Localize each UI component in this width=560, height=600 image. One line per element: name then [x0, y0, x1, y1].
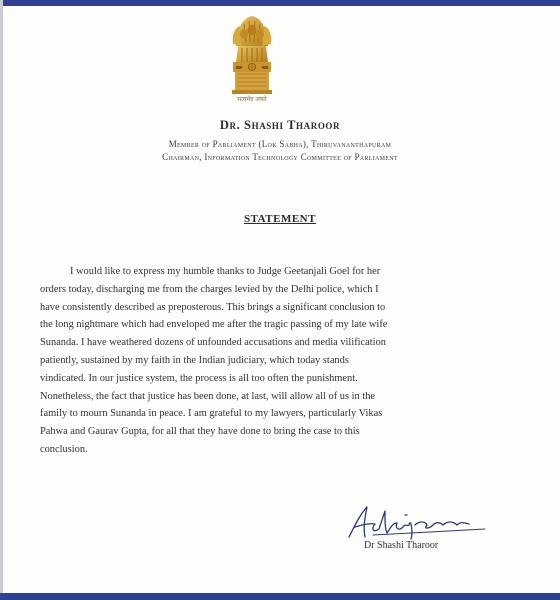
letterhead-name: Dr. Shashi Tharoor	[219, 118, 341, 132]
statement-line: family to mourn Sunanda in peace. I am grateful to my lawyers, particularly Vikas	[40, 408, 383, 420]
statement-line: Pahwa and Gaurav Gupta, for all that they have done to bring the case to this	[40, 426, 360, 438]
letterhead-chairmanship: Chairman, Information Technology Committee of Parliament	[162, 152, 398, 162]
top-border	[0, 0, 560, 6]
letterhead-designation: Member of Parliament (Lok Sabha), Thiruvananthapuram	[168, 139, 392, 149]
statement-line: have consistently described as preposterous. This brings a significant conclusion to	[40, 301, 386, 313]
statement-line: I would like to express my humble thanks to Judge Geetanjali Goel for her	[70, 266, 381, 277]
statement-heading: STATEMENT	[244, 213, 316, 225]
statement-line: Nonetheless, the fact that justice has been done, at last, will allow all of us in the	[40, 390, 376, 402]
statement-line: Sunanda. I have weathered dozens of unfounded accusations and media vilification	[40, 337, 386, 349]
statement-line: vindicated. In our justice system, the process is all too often the punishment.	[40, 372, 358, 384]
signatory-name: Dr Shashi Tharoor	[364, 540, 439, 551]
emblem-motto: सत्यमेव जयते	[237, 96, 267, 103]
statement-body	[40, 263, 533, 459]
statement-line: conclusion.	[40, 443, 88, 455]
statement-line: the long nightmare which had enveloped me after the tragic passing of my late wife	[40, 319, 388, 331]
statement-line: orders today, discharging me from the charges levied by the Delhi police, which I	[40, 283, 379, 295]
bottom-border	[0, 593, 560, 600]
left-border	[0, 0, 3, 600]
statement-line: patiently, sustained by my faith in the Indian judiciary, which today stands	[40, 354, 349, 366]
